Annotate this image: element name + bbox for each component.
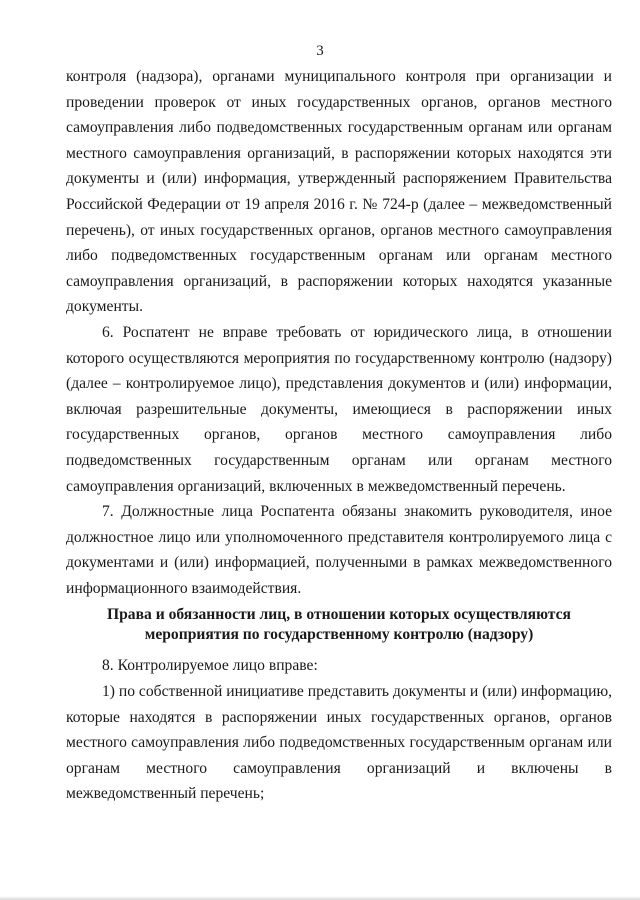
section-heading (66, 605, 612, 645)
paragraph-6: 6. Роспатент не вправе требовать от юридического лица, в отношении которого осуществляются мероприятия по государственному контролю (надзору) (далее – контролируемое лицо), представления документов и (или) информации, включая разрешительные документы, имеющиеся в распоряжении иных государственных органов, органов местного самоуправления либо подведомственных государственным органам или органам местного самоуправления организаций, включенных в межведомственный перечень. (66, 323, 612, 495)
paragraph-7: 7. Должностные лица Роспатента обязаны знакомить руководителя, иное должностное лицо или уполномоченного представителя контролируемого лица с документами и (или) информацией, полученными в рамках межведомственного информационного взаимодействия. (66, 503, 612, 597)
paragraph-8-item-1: 1) по собственной инициативе представить документы и (или) информацию, которые находятся в распоряжении иных государственных органов, органов местного самоуправления либо подведомственных государственным органам или органам местного самоуправления организаций и включены в межведомственный перечень; (66, 683, 612, 803)
scan-bottom-edge (0, 896, 640, 900)
paragraph-8: 8. Контролируемое лицо вправе: (102, 657, 318, 675)
page-number: 3 (316, 43, 324, 59)
paragraph-continuation: контроля (надзора), органами муниципального контроля при организации и проведении проверок от иных государственных органов, органов местного самоуправления либо подведомственных государственным органам или органам местного самоуправления организаций, в распоряжении которых находятся эти документы и (или) информация, утвержденный распоряжением Правительства Российской Федерации от 19 апреля 2016 г. № 724-р (далее – межведомственный перечень), от иных государственных органов, органов местного самоуправления либо подведомственных государственным органам или органам местного самоуправления организаций, в распоряжении которых находятся указанные документы. (66, 68, 612, 316)
document-body (66, 64, 612, 807)
section-heading-line-2: мероприятия по государственному контролю (надзору) (144, 626, 534, 644)
section-heading-line-1: Права и обязанности лиц, в отношении которых осуществляются (107, 606, 571, 624)
